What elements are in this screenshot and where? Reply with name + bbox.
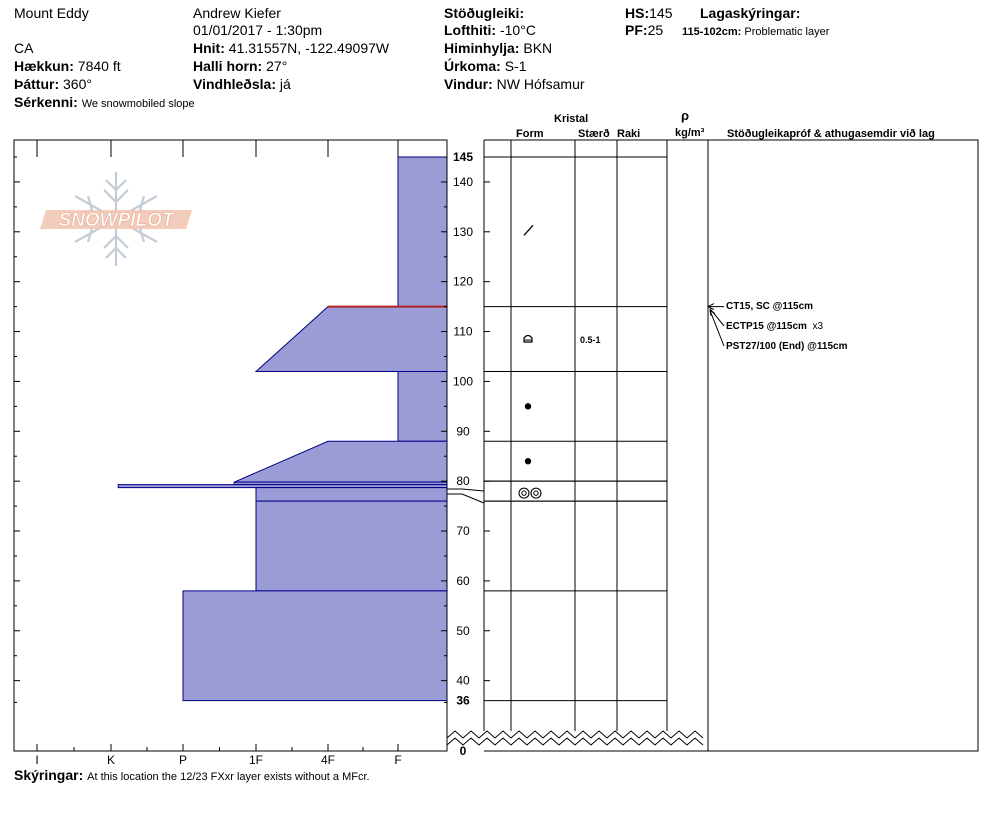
- slope-label: Halli horn:: [193, 58, 263, 74]
- rho-header: ρ: [681, 108, 690, 123]
- comments-text: At this location the 12/23 FXxr layer exists without a MFcr.: [87, 771, 370, 783]
- hardness-tick-label: 4F: [320, 753, 336, 767]
- depth-tick-label: 110: [453, 324, 473, 339]
- coords-value: 41.31557N, -122.49097W: [228, 40, 390, 56]
- form-header: Form: [516, 128, 544, 140]
- region: CA: [14, 40, 34, 56]
- snowpilot-logo: [40, 172, 192, 266]
- layer-note-range: 115-102cm:: [682, 26, 742, 38]
- density-unit-header: kg/m³: [675, 127, 705, 139]
- hardness-tick-label: I: [35, 753, 39, 767]
- test-pointer-line: [710, 309, 724, 326]
- depth-tick-label: 140: [452, 174, 474, 189]
- wind-loading-label: Vindhleðsla:: [193, 76, 276, 92]
- layer-notes-label: Lagaskýringar:: [700, 5, 801, 21]
- depth-tick-label: 130: [452, 224, 474, 239]
- hardness-tick-label: P: [178, 753, 188, 767]
- hardness-tick-label: K: [106, 753, 116, 767]
- rounded-grains-icon: [525, 403, 531, 409]
- faceted-rounded-icon: [524, 336, 532, 343]
- logo-text: SNOWPILOT: [58, 210, 174, 231]
- snow-layer: [256, 307, 447, 372]
- moisture-header: Raki: [617, 128, 641, 140]
- grain-size-label: 0.5-1: [580, 335, 601, 346]
- hardness-tick-label: F: [394, 753, 402, 767]
- depth-tick-label: 120: [452, 274, 474, 289]
- boundary-connector: [447, 489, 484, 491]
- crystal-grid: [447, 140, 978, 751]
- depth-tick-label: 70: [456, 524, 470, 539]
- depth-tick-label: 90: [456, 424, 470, 439]
- snow-layer: [256, 501, 447, 591]
- features-label: Sérkenni:: [14, 94, 78, 110]
- precip-value: S-1: [504, 58, 527, 74]
- hs-label: HS:: [625, 5, 650, 21]
- snow-layer: [256, 488, 447, 501]
- depth-tick-label: 50: [456, 623, 470, 638]
- elevation-value: 7840 ft: [77, 58, 121, 74]
- boundary-connector: [447, 494, 484, 503]
- wind-loading-value: já: [279, 76, 291, 92]
- test-pointer-line: [710, 311, 724, 346]
- depth-tick-label: 80: [456, 474, 470, 489]
- melt-form-icon-inner: [534, 491, 538, 495]
- decomposing-fragments-icon: [524, 225, 533, 235]
- depth-tick-label: 100: [452, 374, 474, 389]
- axis-break-upper: [447, 731, 703, 738]
- stability-test-2: ECTP15 @115cm: [726, 321, 807, 332]
- hardness-tick-label: 1F: [248, 753, 264, 767]
- air-temp-value: -10°C: [499, 22, 536, 38]
- observation-datetime: 01/01/2017 - 1:30pm: [193, 22, 323, 38]
- features-value: We snowmobiled slope: [81, 98, 195, 110]
- aspect-value: 360°: [63, 76, 92, 92]
- elevation-label: Hækkun:: [14, 58, 74, 74]
- wind-label: Vindur:: [444, 76, 493, 92]
- air-temp-label: Lofthiti:: [444, 22, 497, 38]
- snow-layer: [398, 157, 447, 307]
- snow-layer: [183, 591, 447, 701]
- melt-form-icon-inner: [522, 491, 526, 495]
- stability-test-1: CT15, SC @115cm: [726, 301, 814, 312]
- coords-label: Hnit:: [193, 40, 225, 56]
- sky-label: Himinhylja:: [444, 40, 520, 56]
- stability-test-2-suffix: x3: [812, 321, 824, 332]
- wind-value: NW Hófsamur: [496, 76, 585, 92]
- depth-extra-label: 36: [456, 693, 470, 708]
- stability-label: Stöðugleiki:: [444, 5, 525, 21]
- depth-extra-label: 145: [452, 150, 474, 164]
- crystal-header: Kristal: [554, 113, 589, 125]
- pf-label: PF:: [625, 22, 648, 38]
- observer-name: Andrew Kiefer: [193, 5, 281, 21]
- aspect-label: Þáttur:: [14, 76, 60, 92]
- stability-test-3: PST27/100 (End) @115cm: [726, 341, 848, 352]
- depth-tick-label: 60: [456, 573, 470, 588]
- depth-tick-label: 40: [456, 673, 470, 688]
- comments-label: Skýringar:: [14, 767, 84, 783]
- size-header: Stærð: [578, 128, 610, 140]
- slope-value: 27°: [266, 58, 288, 74]
- layer-note-text: Problematic layer: [744, 26, 830, 38]
- precip-label: Úrkoma:: [444, 58, 501, 74]
- stability-tests-header: Stöðugleikapróf & athugasemdir við lag: [727, 128, 935, 140]
- sky-value: BKN: [523, 40, 553, 56]
- location-name: Mount Eddy: [14, 5, 89, 21]
- axis-break-lower: [447, 738, 703, 745]
- depth-extra-label: 0: [459, 744, 467, 758]
- melt-form-icon: [531, 488, 541, 498]
- melt-form-icon: [519, 488, 529, 498]
- comments-box: [708, 140, 978, 751]
- pf-value: 25: [647, 22, 664, 38]
- snow-layer: [234, 441, 447, 482]
- hardness-layers: [118, 157, 447, 701]
- hs-value: 145: [649, 5, 673, 21]
- rounded-grains-icon: [525, 458, 531, 464]
- snow-layer: [398, 371, 447, 441]
